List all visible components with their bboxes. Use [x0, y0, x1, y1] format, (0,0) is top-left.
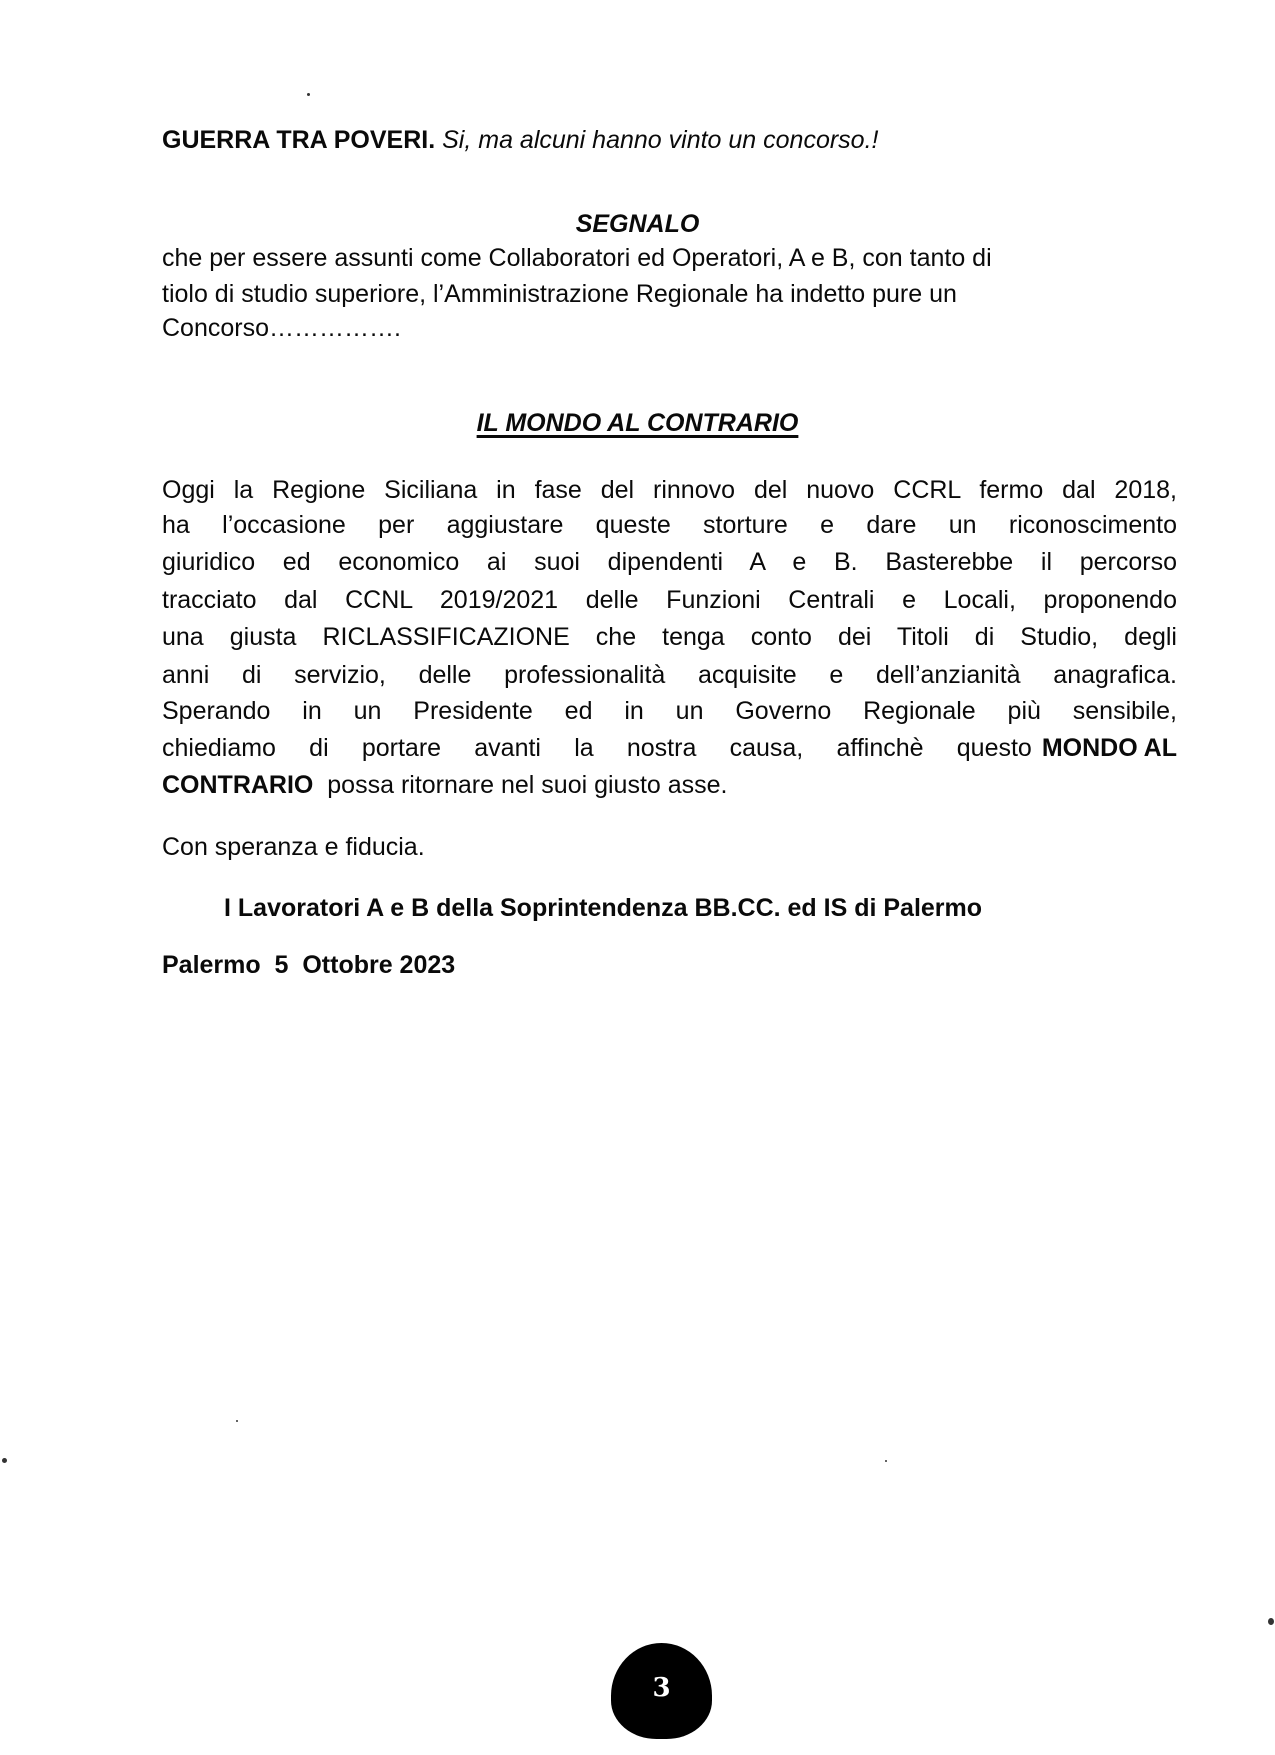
- line-text: giuridico ed economico ai suoi dipendenti A e B. Basterebbe il percorso: [162, 548, 1177, 576]
- scan-speck: [1268, 1618, 1274, 1625]
- page-number: 3: [652, 1673, 671, 1703]
- paragraph-line: [162, 696, 1177, 726]
- line-text-bold: MONDO AL: [1041, 734, 1177, 762]
- line-text: possa ritornare nel suoi giusto asse.: [313, 771, 728, 799]
- paragraph-line: tiolo di studio superiore, l’Amministrazione Regionale ha indetto pure un: [162, 280, 957, 308]
- paragraph-line: [162, 585, 1177, 615]
- scan-speck: [307, 93, 310, 96]
- paragraph-line: [162, 770, 728, 800]
- heading-italic: Si, ma alcuni hanno vinto un concorso.!: [435, 126, 879, 154]
- section-title-mondo: [0, 408, 1275, 438]
- paragraph-line: [162, 475, 1177, 505]
- line-text: Sperando in un Presidente ed in un Governo Regionale più sensibile,: [162, 697, 1177, 725]
- section-title-segnalo: SEGNALO: [575, 210, 700, 238]
- line-text: una giusta RICLASSIFICAZIONE che tenga conto dei Titoli di Studio, degli: [162, 623, 1177, 651]
- scan-speck: [236, 1420, 238, 1422]
- line-text: Oggi la Regione Siciliana in fase del rinnovo del nuovo CCRL fermo dal 2018,: [162, 476, 1177, 504]
- paragraph-line: [162, 510, 1177, 540]
- paragraph-line: Concorso…………….: [162, 314, 401, 342]
- paragraph-line: [162, 733, 1177, 763]
- paragraph-line: che per essere assunti come Collaboratori ed Operatori, A e B, con tanto di: [162, 244, 992, 272]
- line-text: ha l’occasione per aggiustare queste storture e dare un riconoscimento: [162, 511, 1177, 539]
- heading-bold: GUERRA TRA POVERI.: [162, 126, 436, 154]
- page-number-badge: [611, 1643, 712, 1739]
- paragraph-line: [162, 547, 1177, 577]
- line-text: chiediamo di portare avanti la nostra causa, affinchè questo: [162, 734, 1032, 762]
- signature: I Lavoratori A e B della Soprintendenza BB.CC. ed IS di Palermo: [224, 894, 983, 922]
- scan-speck: [2, 1458, 7, 1463]
- closing-line: Con speranza e fiducia.: [162, 833, 425, 861]
- line-text: tracciato dal CCNL 2019/2021 delle Funzioni Centrali e Locali, proponendo: [162, 586, 1177, 614]
- paragraph-line: [162, 660, 1177, 690]
- heading-line: [162, 125, 878, 155]
- section-title-mondo-text: IL MONDO AL CONTRARIO: [476, 409, 799, 437]
- scan-speck: [885, 1460, 887, 1462]
- line-text-bold: CONTRARIO: [162, 771, 314, 799]
- line-text: anni di servizio, delle professionalità acquisite e dell’anzianità anagrafica.: [162, 661, 1177, 689]
- paragraph-line: [162, 622, 1177, 652]
- date-line: Palermo 5 Ottobre 2023: [162, 951, 456, 979]
